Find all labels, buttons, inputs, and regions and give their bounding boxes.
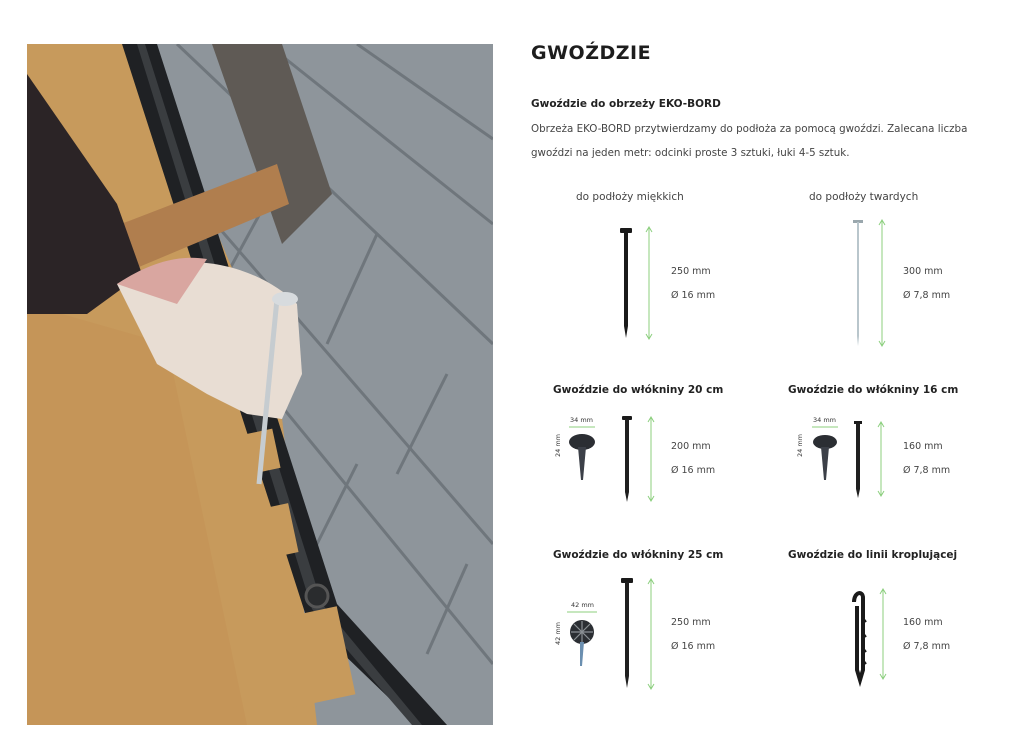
column-heading-soft: do podłoży miękkich — [576, 191, 684, 203]
fleece-16-head-image — [810, 425, 840, 485]
item-soft-diameter: Ø 16 mm — [671, 290, 716, 301]
fleece-20-diameter: Ø 16 mm — [671, 465, 716, 476]
nail-hard-ground-image — [849, 218, 889, 348]
fleece-25-head-width: 42 mm — [571, 601, 595, 609]
product-photo — [27, 44, 493, 725]
item-hard-diameter: Ø 7,8 mm — [903, 290, 951, 301]
item-hard-length: 300 mm — [903, 266, 943, 277]
section-title-fleece-20: Gwoździe do włókniny 20 cm — [553, 384, 724, 396]
fleece-25-head-height: 42 mm — [554, 621, 562, 645]
fleece-20-head-height: 24 mm — [554, 433, 562, 457]
product-info — [531, 0, 1011, 731]
drip-line-nail-image — [849, 588, 889, 682]
item-soft-length: 250 mm — [671, 266, 711, 277]
drip-line-length: 160 mm — [903, 617, 943, 628]
section-title-drip-line: Gwoździe do linii kroplującej — [788, 549, 958, 561]
fleece-16-head-width: 34 mm — [813, 416, 837, 424]
section-subtitle: Gwoździe do obrzeży EKO-BORD — [531, 98, 721, 110]
fleece-25-diameter: Ø 16 mm — [671, 641, 716, 652]
fleece-20-head-width: 34 mm — [570, 416, 594, 424]
section-title-fleece-25: Gwoździe do włókniny 25 cm — [553, 549, 724, 561]
page-title: GWOŹDZIE — [531, 42, 652, 64]
fleece-25-nail-image — [619, 576, 659, 692]
fleece-25-length: 250 mm — [671, 617, 711, 628]
fleece-20-nail-image — [619, 414, 659, 506]
fleece-20-head-image — [567, 425, 597, 485]
nail-soft-ground-image — [616, 226, 656, 342]
drip-line-diameter: Ø 7,8 mm — [903, 641, 951, 652]
fleece-20-length: 200 mm — [671, 441, 711, 452]
column-heading-hard: do podłoży twardych — [809, 191, 919, 203]
fleece-25-head-image — [565, 610, 599, 670]
fleece-16-length: 160 mm — [903, 441, 943, 452]
description: Obrzeża EKO-BORD przytwierdzamy do podłoża za pomocą gwoździ. Zalecana liczba gwoździ na jeden metr: odcinki proste 3 sztuki, łuki 4-5 sztuk. — [531, 123, 968, 159]
fleece-16-diameter: Ø 7,8 mm — [903, 465, 951, 476]
fleece-16-nail-image — [851, 419, 891, 501]
fleece-16-head-height: 24 mm — [796, 433, 804, 457]
photo-nailing-edging — [27, 44, 493, 725]
section-title-fleece-16: Gwoździe do włókniny 16 cm — [788, 384, 959, 396]
